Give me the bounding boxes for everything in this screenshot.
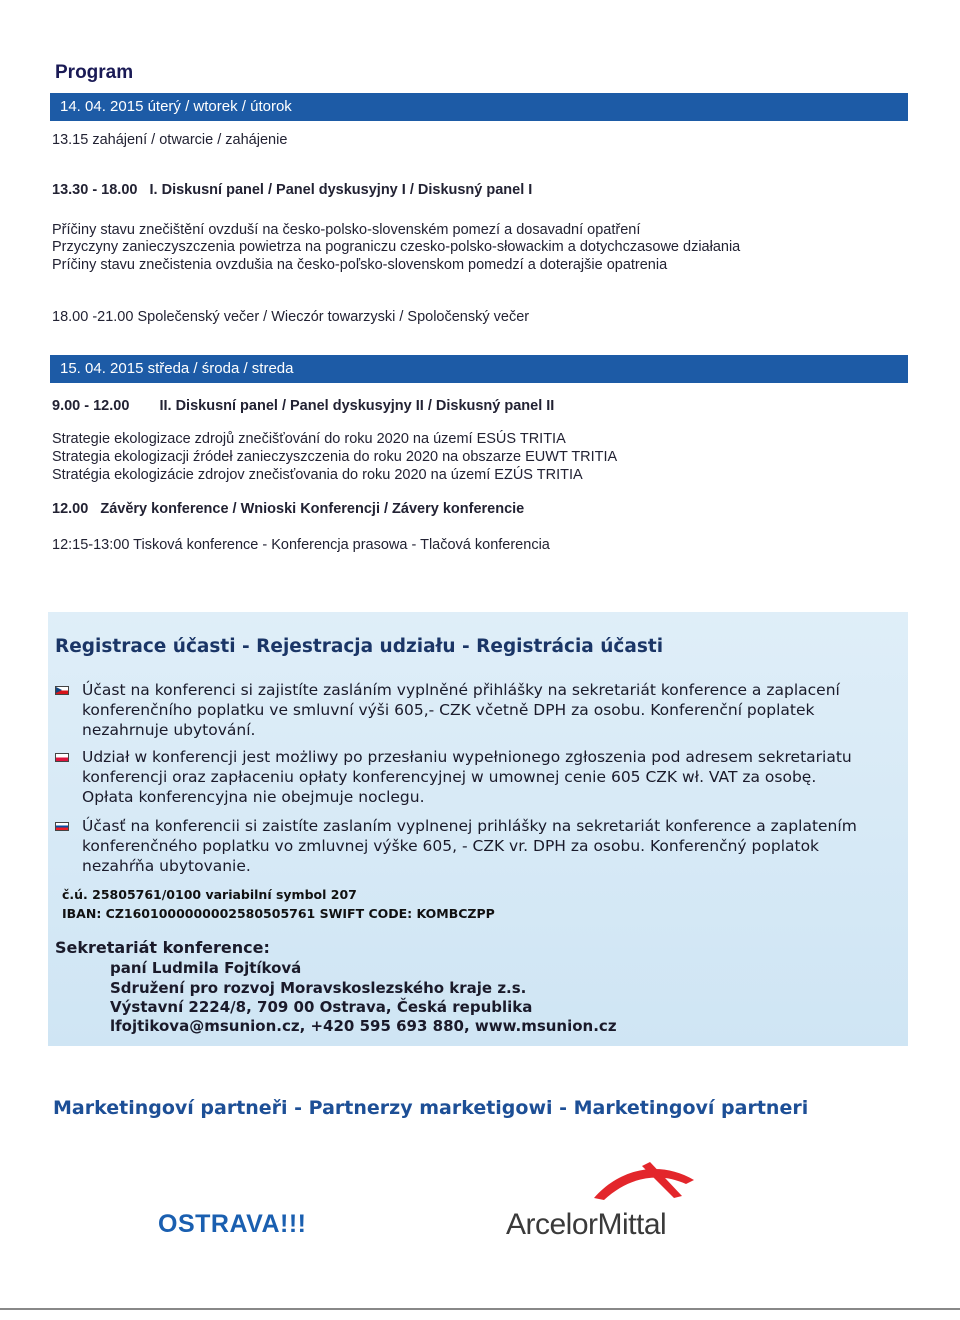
- conclusions-time: 12.00: [52, 501, 89, 517]
- secretariat-address: Výstavní 2224/8, 709 00 Ostrava, Česká republika: [110, 998, 533, 1016]
- panel1-line: Príčiny stavu znečistenia ovzdušia na česko-poľsko-slovenskom pomedzí a doterajšie opatrenia: [52, 257, 668, 273]
- opening: 13.15 zahájení / otwarcie / zahájenie: [52, 132, 288, 148]
- arcelormittal-logo: ArcelorMittal: [506, 1208, 667, 1241]
- registration-text-pl: Udział w konferencji jest możliwy po przesłaniu wypełnionego zgłoszenia pod adresem sekretariatu konferencji oraz zapłaceniu opłaty konferencyjnej w umownej cenie 605 CZK wł. VAT za osobę. Opłata konferencyjna nie obejmuje noclegu.: [82, 748, 852, 806]
- registration-text-sk: Účasť na konferencii si zaistíte zaslaním vyplnenej prihlášky na sekretariát konference a zaplatením konferenčného poplatku vo zmluvnej výške 605, - CZK vr. DPH za osobu. Konferenčný poplatok nezahŕňa ubytovanie.: [82, 817, 857, 875]
- registration-title: Registrace účasti - Rejestracja udziału - Registrácia účasti: [55, 636, 664, 657]
- panel2-time: 9.00 - 12.00: [52, 398, 130, 414]
- day2-header: 15. 04. 2015 středa / środa / streda: [50, 355, 908, 383]
- day1-header: 14. 04. 2015 úterý / wtorek / útorok: [50, 93, 908, 121]
- iban: IBAN: CZ1601000000002580505761 SWIFT CODE: KOMBCZPP: [62, 906, 495, 921]
- panel1-heading: [52, 182, 532, 198]
- registration-text-cz: Účast na konferenci si zajistíte zasláním vyplněné přihlášky na sekretariát konference a zaplacení konferenčního poplatku ve smluvní výši 605,- CZK včetně DPH za osobu. Konferenční poplatek nezahrnuje ubytování.: [82, 681, 840, 739]
- panel2-line: Stratégia ekologizácie zdrojov znečisťovania do roku 2020 na území EZÚS TRITIA: [52, 467, 583, 483]
- panel1-time: 13.30 - 18.00: [52, 182, 138, 198]
- conclusions: [52, 501, 524, 517]
- evening-event: 18.00 -21.00 Společenský večer / Wieczór towarzyski / Spoločenský večer: [52, 309, 530, 325]
- bottom-rule: [0, 1308, 960, 1310]
- panel1-title: I. Diskusní panel / Panel dyskusyjny I / Diskusný panel I: [149, 182, 533, 198]
- partners-title: Marketingoví partneři - Partnerzy marketigowi - Marketingoví partneri: [53, 1097, 809, 1119]
- press-conference: 12:15-13:00 Tisková konference - Konferencja prasowa - Tlačová konferencia: [52, 537, 550, 553]
- panel2-line: Strategie ekologizace zdrojů znečišťování do roku 2020 na území ESÚS TRITIA: [52, 431, 566, 447]
- secretariat-name: paní Ludmila Fojtíková: [110, 959, 302, 977]
- panel2-line: Strategia ekologizacji źródeł zanieczyszczenia do roku 2020 na obszarze EUWT TRITIA: [52, 449, 618, 465]
- arcelormittal-swoosh-icon: [590, 1158, 700, 1206]
- panel1-line: Przyczyny zanieczyszczenia powietrza na pograniczu czesko-polsko-słowackim a dotychczasowe działania: [52, 239, 741, 255]
- conclusions-title: Závěry konference / Wnioski Konferencji / Závery konferencie: [100, 501, 525, 517]
- secretariat-contact: lfojtikova@msunion.cz, +420 595 693 880, www.msunion.cz: [110, 1017, 617, 1035]
- program-title: Program: [55, 62, 134, 83]
- panel2-title: II. Diskusní panel / Panel dyskusyjny II / Diskusný panel II: [159, 398, 555, 414]
- sk-flag-icon: [55, 822, 69, 831]
- ostrava-logo: OSTRAVA!!!: [158, 1210, 307, 1238]
- secretariat-organization: Sdružení pro rozvoj Moravskoslezského kraje z.s.: [110, 979, 527, 997]
- cz-flag-icon: [55, 686, 69, 695]
- panel1-line: Příčiny stavu znečištění ovzduší na česko-polsko-slovenském pomezí a dosavadní opatření: [52, 222, 641, 238]
- panel2-heading: [52, 398, 554, 414]
- account-number: č.ú. 25805761/0100 variabilní symbol 207: [62, 887, 357, 902]
- secretariat-title: Sekretariát konference:: [55, 938, 270, 957]
- pl-flag-icon: [55, 753, 69, 762]
